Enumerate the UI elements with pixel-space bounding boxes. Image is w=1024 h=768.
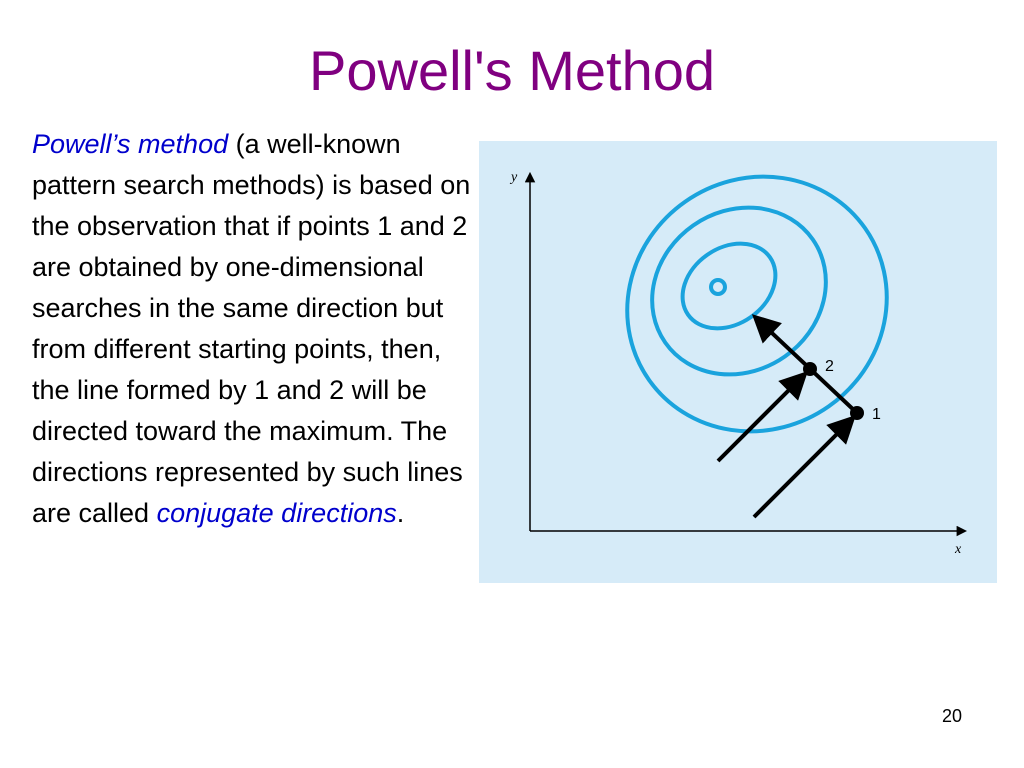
term-conjugate-directions: conjugate directions: [156, 498, 397, 528]
point-2-label: 2: [825, 358, 834, 375]
body-text-main: (a well-known pattern search methods) is based on the observation that if points 1 and 2 are obtained by one-dimensional searches in the same direction but from different starting points, then, the line formed by 1 and 2 will be directed toward the maximum. The directions represented by such lines are called: [32, 129, 471, 528]
term-powells-method: Powell’s method: [32, 129, 229, 159]
point-2: [803, 362, 817, 376]
point-1: [850, 406, 864, 420]
page-number: 20: [941, 706, 962, 726]
y-axis-label: y: [511, 170, 518, 185]
body-paragraph: [32, 124, 482, 534]
conjugate-directions-diagram: [479, 141, 997, 583]
slide-title: Powell's Method: [309, 39, 715, 102]
point-1-label: 1: [872, 406, 881, 423]
body-text-end: .: [396, 498, 405, 528]
x-axis-label: x: [955, 542, 962, 557]
